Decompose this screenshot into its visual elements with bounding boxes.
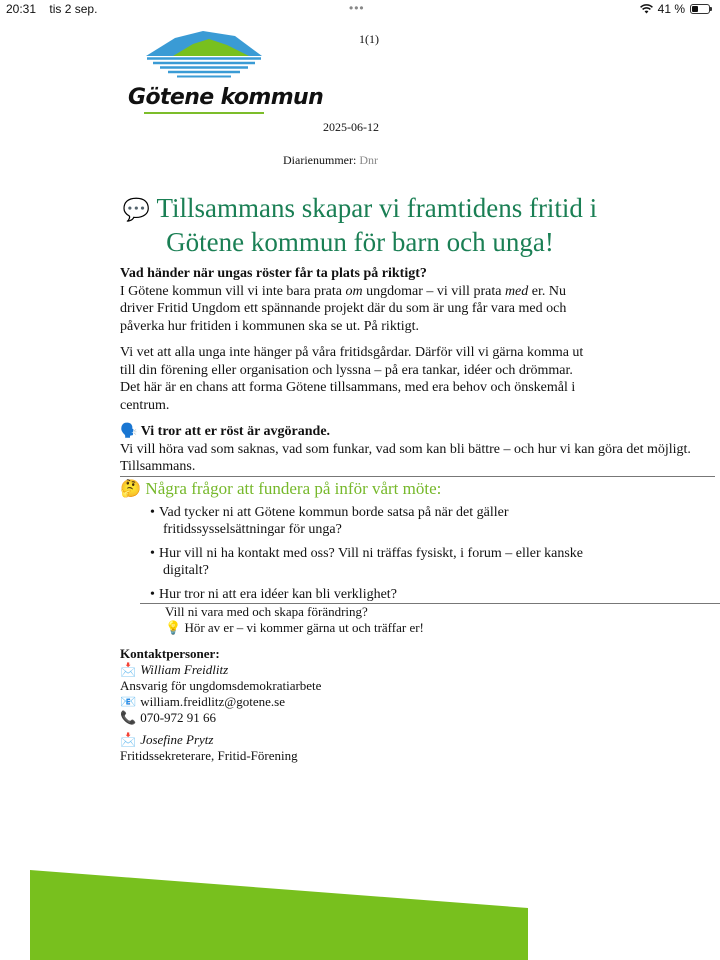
logo-underline: [144, 112, 264, 114]
document-body: [120, 265, 691, 764]
status-bar: [0, 0, 720, 18]
call-to-action: [165, 604, 595, 636]
intro-p1-part-a: I Götene kommun vill vi inte bara prata: [120, 283, 346, 299]
question-text: Vad tycker ni att Götene kommun borde satsa på när det gäller fritidssysselsättningar för unga?: [159, 504, 509, 537]
intro-p1-part-b: ungdomar – vi vill prata: [362, 283, 505, 299]
intro-paragraph-2: Vi vet att alla unga inte hänger på våra fritidsgårdar. Därför vill vi gärna komma ut till din förening eller organisation och lyssna – på era tankar, idéer och drömmar. Det här är en chans att forma Götene tillsammans, med era behov och önskemål i centrum.: [120, 345, 584, 413]
intro-p1-em-med: med: [504, 283, 529, 299]
phone-link[interactable]: 070-972 91 66: [140, 710, 217, 725]
question-text: Hur tror ni att era idéer kan bli verklighet?: [159, 586, 397, 602]
contact-section: [120, 646, 595, 764]
title-text: Tillsammans skapar vi framtidens fritid i Götene kommun för barn och unga!: [156, 193, 598, 257]
contacts-heading: Kontaktpersoner:: [120, 646, 220, 661]
diarie-value: Dnr: [359, 153, 378, 167]
questions-heading-text: Några frågor att fundera på inför vårt möte:: [145, 478, 442, 498]
belief-text: Vi vill höra vad som saknas, vad som funkar, vad som kan bli bättre – och hur vi kan göra det möjligt. Tillsammans.: [120, 441, 715, 477]
footer-green-shape: [0, 860, 720, 960]
bullet: •: [150, 545, 155, 561]
questions-heading: [120, 478, 595, 500]
battery-percent: 41 %: [657, 2, 685, 16]
questions-list: [140, 504, 595, 605]
email-icon: 📧: [120, 694, 137, 709]
gotene-logo: [125, 30, 324, 120]
contact-name: William Freidlitz: [140, 662, 229, 677]
contact-1-role: Ansvarig för ungdomsdemokratiarbete: [120, 678, 322, 693]
diarienummer: [283, 153, 378, 168]
speech-bubble-icon: 💬: [122, 197, 151, 222]
intro-p1-em-om: om: [345, 283, 363, 299]
contact-2-role: Fritidssekreterare, Fritid-Förening: [120, 748, 298, 763]
email-link[interactable]: william.freidlitz@gotene.se: [140, 694, 286, 709]
list-item: [140, 504, 595, 539]
intro-heading: Vad händer när ungas röster får ta plats på riktigt?: [120, 266, 427, 281]
cta-line-2-text: Hör av er – vi kommer gärna ut och träffar er!: [184, 620, 424, 635]
cta-line-2: [165, 620, 595, 636]
contact-1-name: [120, 662, 595, 678]
status-bar-right: [640, 2, 710, 16]
lightbulb-icon: 💡: [165, 620, 182, 635]
bullet: •: [150, 504, 155, 520]
logo-mountain-icon: [143, 30, 265, 80]
status-date: tis 2 sep.: [49, 2, 98, 16]
intro-paragraph-1: [120, 283, 595, 336]
multitasking-dots[interactable]: •••: [349, 1, 365, 15]
document-date: 2025-06-12: [323, 120, 379, 134]
status-time: 20:31: [6, 2, 37, 16]
page-title: [100, 192, 620, 259]
belief-heading-text: Vi tror att er röst är avgörande.: [140, 424, 331, 439]
intro-p1-part-c: er. Nu driver Fritid Ungdom ett spännande projekt där du som är ung får vara med och påverka hur fritiden i kommunen ska se ut. På riktigt.: [120, 283, 567, 334]
contact-1-phone: [120, 710, 595, 726]
contact-name: Josefine Prytz: [140, 732, 214, 747]
list-item: [140, 586, 720, 605]
contact-1-email: [120, 694, 595, 710]
list-item: [140, 545, 595, 580]
belief-heading: [120, 423, 595, 441]
bullet: •: [150, 586, 155, 602]
status-bar-left: [6, 2, 107, 16]
envelope-icon: 📩: [120, 732, 137, 747]
diarie-label: Diarienummer:: [283, 153, 357, 167]
cta-line-1: Vill ni vara med och skapa förändring?: [165, 604, 368, 619]
phone-icon: 📞: [120, 710, 137, 725]
page-number: 1(1): [359, 32, 379, 46]
thinking-face-icon: 🤔: [120, 478, 142, 498]
logo-text: Götene kommun: [128, 85, 324, 110]
wifi-icon: [640, 4, 653, 14]
speaking-head-icon: 🗣️: [120, 424, 138, 439]
question-text: Hur vill ni ha kontakt med oss? Vill ni träffas fysiskt, i forum – eller kanske digitalt?: [159, 545, 584, 578]
envelope-icon: 📩: [120, 662, 137, 677]
battery-icon: [690, 4, 710, 14]
contact-2-name: [120, 732, 595, 748]
